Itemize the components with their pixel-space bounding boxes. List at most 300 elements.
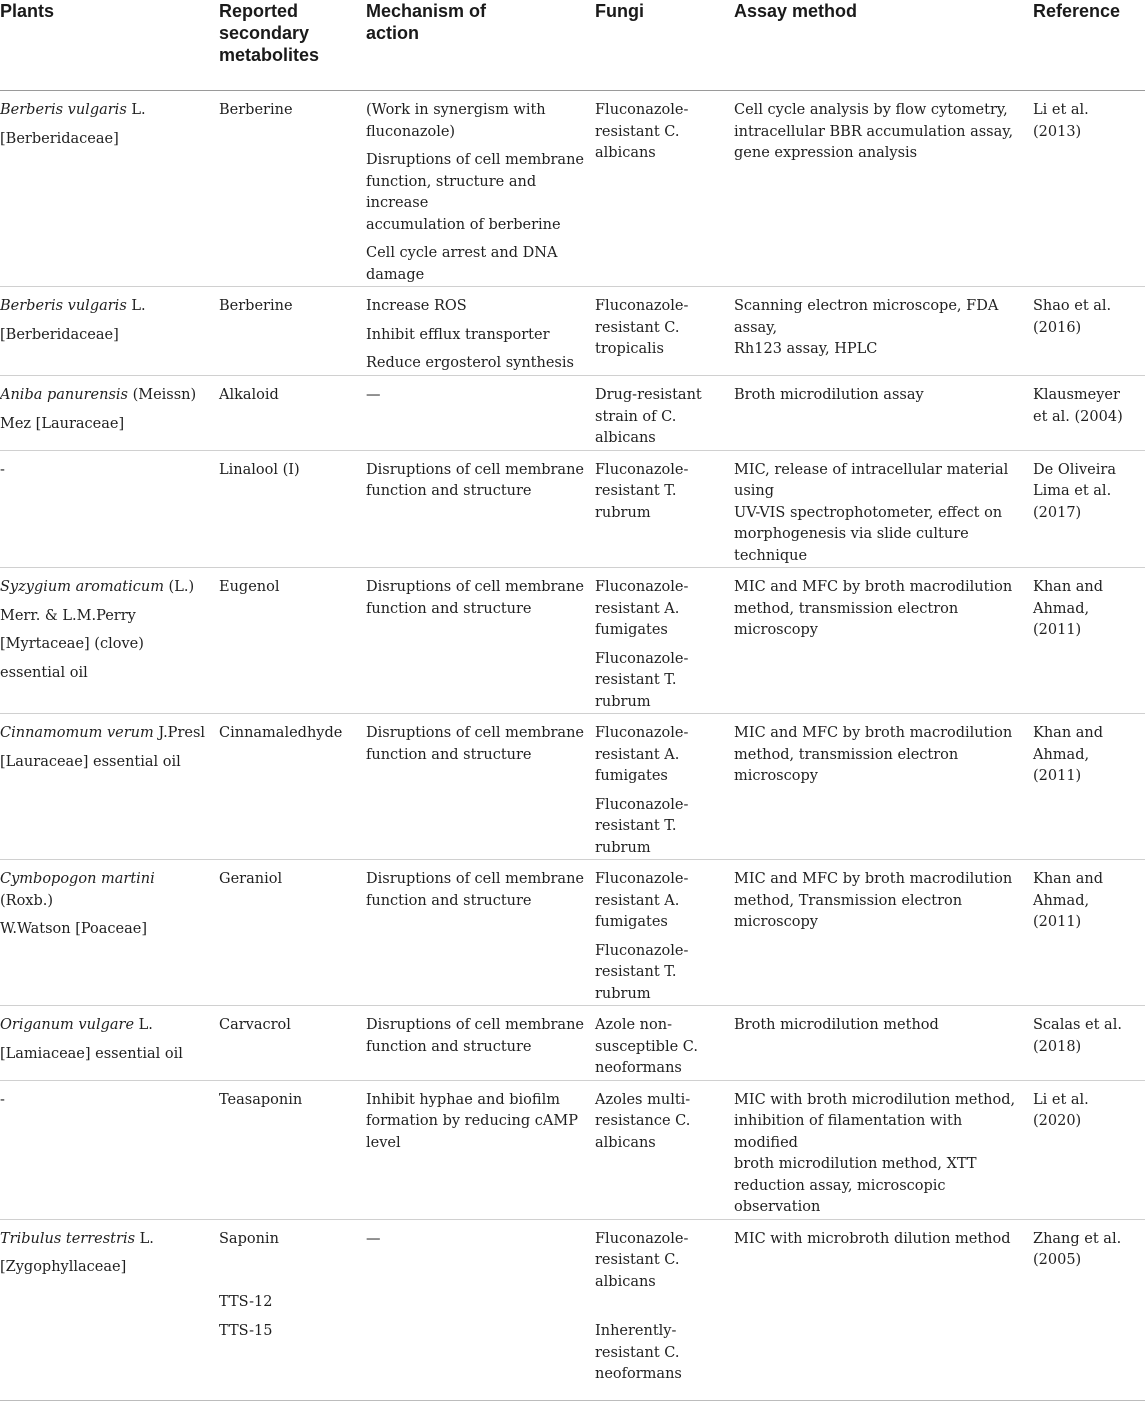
cell-block: [0, 129, 211, 151]
plant-line: [0, 460, 211, 482]
plant-line: [0, 1257, 211, 1279]
plant-detail: J.Presl: [153, 725, 206, 741]
cell-fungi: [595, 568, 734, 714]
cell-line: function and structure: [366, 483, 532, 499]
cell-assay: [734, 1219, 1033, 1400]
table-row: [0, 714, 1145, 860]
header-label: action: [366, 23, 420, 43]
cell-line: function and structure: [366, 892, 532, 909]
cell-line: function, structure and increase: [366, 173, 537, 211]
plant-line: [0, 1229, 211, 1251]
cell-block: [219, 577, 358, 599]
cell-line: Azole non-: [595, 1017, 672, 1033]
cell-line: Disruptions of cell membrane: [366, 1017, 584, 1033]
cell-plants: [0, 1006, 219, 1081]
cell-line: fumigates: [595, 914, 668, 930]
cell-block: [0, 325, 211, 347]
cell-line: Carvacrol: [219, 1017, 291, 1033]
cell-block: [219, 1015, 358, 1037]
cell-line: Fluconazole-: [595, 871, 689, 887]
table-row: [0, 860, 1145, 1006]
cell-line: (2005): [1033, 1252, 1082, 1268]
cell-line: function and structure: [366, 746, 532, 763]
plant-line: [0, 663, 211, 685]
cell-plants: [0, 376, 219, 451]
cell-block: [1033, 296, 1137, 339]
cell-plants: [0, 1080, 219, 1219]
cell-line: neoformans: [595, 1060, 682, 1076]
cell-metabolites: [219, 714, 366, 860]
cell-line: inhibition of filamentation with modified: [734, 1113, 963, 1151]
cell-line: Broth microdilution method: [734, 1017, 939, 1033]
cell-line: Disruptions of cell membrane: [366, 579, 584, 595]
cell-block: [0, 1015, 211, 1037]
cell-block: [734, 1090, 1025, 1219]
plant-detail: L.: [134, 1017, 153, 1033]
cell-line: neoformans: [595, 1366, 682, 1382]
cell-block: [595, 577, 726, 642]
cell-metabolites: [219, 1006, 366, 1081]
cell-block: [1033, 1015, 1137, 1058]
cell-metabolites: [219, 568, 366, 714]
cell-block: [734, 100, 1025, 165]
cell-block: [219, 296, 358, 318]
cell-block: [1033, 385, 1137, 428]
cell-block: [219, 869, 358, 891]
cell-line: albicans: [595, 1273, 656, 1290]
cell-block: [219, 723, 358, 745]
table-body: [0, 91, 1145, 1401]
cell-block: [366, 723, 587, 766]
cell-plants: [0, 287, 219, 376]
cell-line: resistant T.: [595, 964, 677, 980]
plant-species: Aniba panurensis: [0, 387, 128, 403]
cell-line: resistant C.: [595, 1344, 680, 1361]
cell-line: susceptible C.: [595, 1038, 698, 1055]
cell-block: [219, 385, 358, 407]
cell-line: Reduce ergosterol synthesis: [366, 355, 574, 371]
header-label: secondary: [219, 23, 310, 43]
plant-line: [0, 1090, 211, 1112]
header-label: Fungi: [595, 1, 644, 21]
cell-block: [219, 1292, 358, 1314]
cell-line: Scalas et al.: [1033, 1017, 1122, 1033]
cell-block: [595, 723, 726, 788]
plant-species: Berberis vulgaris: [0, 298, 127, 314]
cell-line: Fluconazole-: [595, 942, 689, 959]
cell-assay: [734, 860, 1033, 1006]
header-label: Plants: [0, 1, 55, 21]
cell-line: reduction assay, microscopic observation: [734, 1177, 946, 1215]
cell-line: microscopy: [734, 914, 818, 930]
cell-line: UV-VIS spectrophotometer, effect on: [734, 504, 1003, 521]
cell-fungi: [595, 714, 734, 860]
header-label: Assay method: [734, 1, 858, 21]
cell-block: [366, 1015, 587, 1058]
cell-line: Inherently-: [595, 1323, 677, 1339]
plant-line: [0, 325, 211, 347]
cell-mechanism: [366, 1006, 595, 1081]
cell-line: fumigates: [595, 622, 668, 638]
cell-metabolites: [219, 287, 366, 376]
cell-fungi: [595, 1006, 734, 1081]
cell-line: Fluconazole-: [595, 650, 689, 667]
cell-block: [734, 869, 1025, 934]
cell-block: [734, 385, 1025, 407]
cell-plants: [0, 450, 219, 568]
cell-line: function and structure: [366, 1038, 532, 1055]
header-reference: [1033, 0, 1145, 91]
cell-block: [1033, 460, 1137, 525]
cell-block: [595, 1015, 726, 1080]
cell-line: Ahmad, (2011): [1033, 600, 1090, 638]
cell-mechanism: [366, 568, 595, 714]
plant-detail: (Roxb.): [0, 892, 54, 909]
table-row: [0, 1006, 1145, 1081]
cell-line: fumigates: [595, 768, 668, 784]
cell-line: (2017): [1033, 504, 1082, 521]
plant-line: [0, 296, 211, 318]
cell-line: resistance C.: [595, 1113, 691, 1129]
cell-line: Cell cycle analysis by flow cytometry,: [734, 102, 1008, 118]
table-row: [0, 568, 1145, 714]
cell-line: resistant T.: [595, 818, 677, 834]
cell-block: [595, 1090, 726, 1155]
cell-reference: [1033, 450, 1145, 568]
cell-fungi: [595, 287, 734, 376]
cell-block: [595, 795, 726, 860]
cell-line: Fluconazole-: [595, 102, 689, 118]
cell-block: [219, 100, 358, 122]
cell-line: —: [366, 1230, 381, 1247]
cell-block: [1033, 723, 1137, 788]
cell-block: [595, 460, 726, 525]
cell-block: [0, 723, 211, 745]
cell-line: Alkaloid: [219, 387, 279, 403]
cell-line: Cell cycle arrest and DNA: [366, 245, 558, 261]
cell-line: Inhibit hyphae and biofilm: [366, 1091, 560, 1108]
cell-block: [219, 460, 358, 482]
cell-line: Fluconazole-: [595, 1230, 689, 1247]
header-row: [0, 0, 1145, 91]
cell-block: [366, 1229, 587, 1251]
plant-detail: (Meissn): [127, 387, 197, 403]
cell-line: (2018): [1033, 1038, 1082, 1055]
cell-reference: [1033, 1080, 1145, 1219]
header-label: Reference: [1033, 1, 1121, 21]
cell-block: [366, 869, 587, 912]
cell-metabolites: [219, 450, 366, 568]
plant-detail: [Berberidaceae]: [0, 130, 119, 147]
cell-line: De Oliveira: [1033, 461, 1116, 478]
cell-block: [734, 1229, 1025, 1251]
cell-line: MIC, release of intracellular material using: [734, 461, 1009, 499]
cell-fungi: [595, 1080, 734, 1219]
header-label: Reported: [219, 1, 299, 21]
cell-assay: [734, 287, 1033, 376]
cell-block: [366, 243, 587, 286]
cell-reference: [1033, 287, 1145, 376]
cell-block: [0, 663, 211, 685]
cell-line: accumulation of berberine: [366, 216, 561, 233]
cell-line: Khan and: [1033, 725, 1104, 741]
cell-block: [595, 296, 726, 361]
cell-block: [0, 869, 211, 912]
cell-block: [0, 460, 211, 482]
cell-mechanism: [366, 860, 595, 1006]
cell-block: [366, 353, 587, 375]
plant-detail: [Zygophyllaceae]: [0, 1259, 127, 1275]
plant-line: [0, 577, 211, 599]
cell-line: Khan and: [1033, 871, 1104, 887]
table-row: [0, 91, 1145, 287]
cell-line: MIC with microbroth dilution method: [734, 1230, 1011, 1247]
cell-block: [0, 919, 211, 941]
cell-line: resistant A.: [595, 600, 680, 617]
cell-assay: [734, 1080, 1033, 1219]
cell-block: [1033, 1090, 1137, 1133]
plant-line: [0, 869, 211, 912]
cell-line: Broth microdilution assay: [734, 387, 924, 403]
cell-block: [1033, 577, 1137, 642]
cell-fungi: [595, 376, 734, 451]
cell-plants: [0, 860, 219, 1006]
cell-line: Khan and: [1033, 579, 1104, 595]
header-mechanism: [366, 0, 595, 91]
cell-line: broth microdilution method, XTT: [734, 1156, 977, 1172]
cell-reference: [1033, 91, 1145, 287]
plant-line: [0, 919, 211, 941]
plant-detail: L.: [126, 102, 146, 118]
cell-fungi: [595, 450, 734, 568]
plant-detail: L.: [135, 1230, 154, 1247]
cell-line: Disruptions of cell membrane: [366, 725, 584, 741]
cell-fungi: [595, 860, 734, 1006]
cell-block: [595, 100, 726, 165]
cell-reference: [1033, 714, 1145, 860]
plant-detail: essential oil: [0, 664, 88, 681]
cell-line: Ahmad, (2011): [1033, 746, 1090, 784]
cell-block: [0, 1257, 211, 1279]
cell-block: [366, 296, 587, 318]
cell-block: [595, 1229, 726, 1294]
cell-line: Scanning electron microscope, FDA assay,: [734, 298, 999, 336]
cell-line: intracellular BBR accumulation assay,: [734, 123, 1014, 140]
plant-line: [0, 752, 211, 774]
table-row: [0, 287, 1145, 376]
cell-mechanism: [366, 287, 595, 376]
cell-line: fluconazole): [366, 123, 456, 140]
cell-mechanism: [366, 91, 595, 287]
plant-line: [0, 1015, 211, 1037]
cell-line: albicans: [595, 1134, 656, 1151]
cell-line: Eugenol: [219, 579, 280, 595]
cell-block: [1033, 869, 1137, 934]
cell-block: [366, 385, 587, 407]
cell-line: function and structure: [366, 600, 532, 617]
plant-detail: Merr. & L.M.Perry: [0, 607, 136, 624]
cell-metabolites: [219, 91, 366, 287]
plant-line: [0, 634, 211, 656]
cell-block: [0, 296, 211, 318]
cell-line: morphogenesis via slide culture technique: [734, 526, 969, 564]
header-assay: [734, 0, 1033, 91]
cell-line: Fluconazole-: [595, 298, 689, 314]
cell-block: [366, 577, 587, 620]
plant-detail: [Lamiaceae] essential oil: [0, 1045, 183, 1062]
cell-block: [0, 606, 211, 628]
cell-reference: [1033, 568, 1145, 714]
cell-line: rubrum: [595, 693, 651, 710]
header-label: metabolites: [219, 45, 320, 65]
plant-line: [0, 414, 211, 436]
cell-block: [0, 1090, 211, 1112]
cell-line: Increase ROS: [366, 298, 467, 314]
cell-plants: [0, 91, 219, 287]
plant-detail: W.Watson [Poaceae]: [0, 921, 147, 937]
cell-metabolites: [219, 1219, 366, 1400]
cell-line: —: [366, 387, 381, 403]
cell-line: resistant T.: [595, 483, 677, 499]
cell-line: (2016): [1033, 319, 1082, 336]
cell-line: gene expression analysis: [734, 145, 918, 161]
plant-line: [0, 385, 211, 407]
cell-block: [219, 1229, 358, 1251]
cell-line: TTS-15: [219, 1322, 273, 1339]
table-row: [0, 450, 1145, 568]
cell-line: Fluconazole-: [595, 796, 689, 813]
cell-plants: [0, 1219, 219, 1400]
plant-line: [0, 100, 211, 122]
cell-block: [0, 100, 211, 122]
cell-metabolites: [219, 860, 366, 1006]
cell-line: resistant C.: [595, 1252, 680, 1268]
cell-mechanism: [366, 1219, 595, 1400]
cell-line: Linalool (I): [219, 461, 300, 478]
plant-detail: [Berberidaceae]: [0, 326, 119, 343]
cell-block: [1033, 1229, 1137, 1272]
cell-assay: [734, 450, 1033, 568]
cell-line: tropicalis: [595, 341, 664, 357]
cell-reference: [1033, 376, 1145, 451]
header-fungi: [595, 0, 734, 91]
cell-line: Ahmad, (2011): [1033, 892, 1090, 930]
plant-species: Berberis vulgaris: [0, 102, 127, 118]
cell-fungi: [595, 1219, 734, 1400]
plant-species: Cinnamomum verum: [0, 725, 154, 741]
cell-line: Geraniol: [219, 871, 283, 887]
header-label: Mechanism of: [366, 1, 487, 21]
table-row: [0, 1080, 1145, 1219]
cell-line: method, transmission electron microscopy: [734, 600, 959, 638]
cell-assay: [734, 568, 1033, 714]
cell-block: [0, 634, 211, 656]
cell-line: Drug-resistant: [595, 387, 702, 403]
plant-species: Tribulus terrestris: [0, 1230, 136, 1247]
plant-line: [0, 606, 211, 628]
cell-block: [0, 414, 211, 436]
table-header: [0, 0, 1145, 91]
cell-line: resistant C.: [595, 319, 680, 336]
plant-detail: (L.): [163, 579, 195, 595]
cell-line: resistant A.: [595, 746, 680, 763]
cell-block: [0, 752, 211, 774]
cell-line: Li et al. (2020): [1033, 1091, 1089, 1129]
cell-line: formation by reducing cAMP: [366, 1113, 578, 1129]
plant-detail: [Myrtaceae] (clove): [0, 636, 144, 652]
cell-block: [595, 869, 726, 934]
cell-line: resistant T.: [595, 672, 677, 688]
cell-line: Cinnamaledhyde: [219, 725, 343, 741]
cell-block: [734, 723, 1025, 788]
plant-species: Syzygium aromaticum: [0, 579, 164, 595]
cell-line: MIC and MFC by broth macrodilution: [734, 725, 1013, 741]
cell-line: Teasaponin: [219, 1091, 303, 1108]
cell-line: Fluconazole-: [595, 579, 689, 595]
cell-fungi: [595, 91, 734, 287]
cell-assay: [734, 376, 1033, 451]
cell-line: Azoles multi-: [595, 1091, 691, 1108]
cell-reference: [1033, 1219, 1145, 1400]
cell-line: Klausmeyer: [1033, 387, 1120, 403]
cell-block: [595, 649, 726, 714]
cell-block: [0, 577, 211, 599]
cell-block: [734, 460, 1025, 568]
cell-block: [219, 1321, 358, 1343]
table-row: [0, 376, 1145, 451]
cell-block: [0, 385, 211, 407]
header-plants: [0, 0, 219, 91]
header-metabolites: [219, 0, 366, 91]
plant-detail: -: [0, 1091, 5, 1108]
cell-line: rubrum: [595, 839, 651, 856]
cell-line: Inhibit efflux transporter: [366, 326, 550, 343]
cell-mechanism: [366, 1080, 595, 1219]
cell-line: method, transmission electron microscopy: [734, 746, 959, 784]
cell-line: Disruptions of cell membrane: [366, 152, 584, 168]
plant-species: Origanum vulgare: [0, 1017, 135, 1033]
cell-metabolites: [219, 376, 366, 451]
cell-line: rubrum: [595, 985, 651, 1002]
cell-line: strain of C.: [595, 408, 677, 425]
cell-line: MIC with broth microdilution method,: [734, 1091, 1016, 1108]
plant-detail: [Lauraceae] essential oil: [0, 753, 181, 770]
cell-block: [734, 296, 1025, 361]
cell-block: [595, 1321, 726, 1386]
plant-detail: Mez [Lauraceae]: [0, 415, 125, 432]
cell-line: Lima et al.: [1033, 483, 1112, 499]
cell-line: albicans: [595, 145, 656, 161]
cell-block: [0, 1044, 211, 1066]
cell-line: level: [366, 1134, 401, 1151]
cell-line: Berberine: [219, 102, 293, 118]
plant-line: [0, 723, 211, 745]
cell-line: Zhang et al.: [1033, 1230, 1122, 1247]
cell-line: Fluconazole-: [595, 461, 689, 478]
cell-assay: [734, 1006, 1033, 1081]
cell-line: method, Transmission electron: [734, 892, 963, 909]
cell-mechanism: [366, 714, 595, 860]
cell-block: [595, 385, 726, 450]
plant-line: [0, 1044, 211, 1066]
cell-line: rubrum: [595, 504, 651, 521]
cell-line: Berberine: [219, 298, 293, 314]
cell-line: Disruptions of cell membrane: [366, 461, 584, 478]
cell-block: [734, 577, 1025, 642]
cell-line: resistant A.: [595, 892, 680, 909]
cell-block: [734, 1015, 1025, 1037]
table-row: [0, 1219, 1145, 1400]
